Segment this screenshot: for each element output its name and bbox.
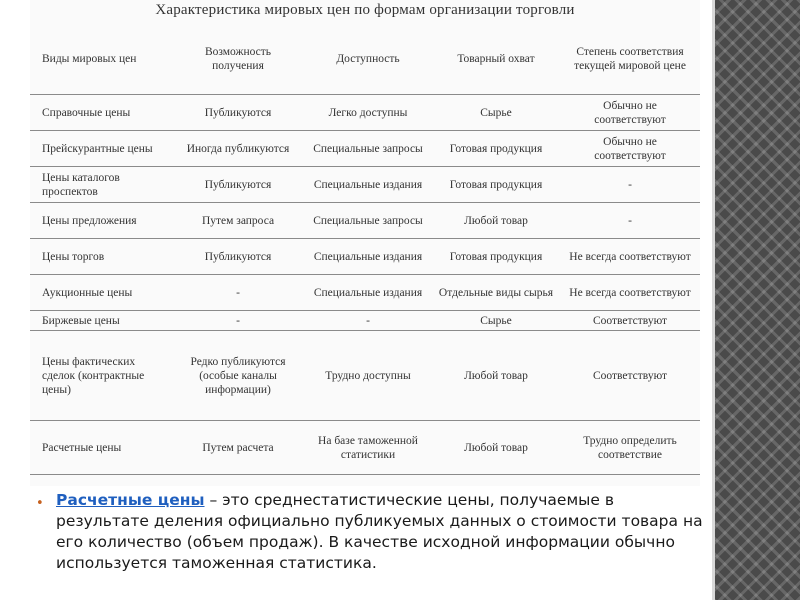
cell-accessibility: - [304, 311, 432, 331]
cell-price-type: Расчетные цены [30, 421, 172, 475]
cell-availability: Путем запроса [172, 203, 304, 239]
cell-availability: Публикуются [172, 239, 304, 275]
cell-accessibility: Специальные запросы [304, 203, 432, 239]
cell-correspondence: Трудно определить соответствие [560, 421, 700, 475]
header-price-type: Виды мировых цен [30, 24, 172, 95]
table-title: Характеристика мировых цен по формам организации торговли [155, 2, 575, 18]
cell-product-coverage: Готовая продукция [432, 131, 560, 167]
cell-availability: - [172, 275, 304, 311]
header-availability: Возможность получения [172, 24, 304, 95]
table-body [30, 95, 700, 475]
header-correspondence: Степень соответствия текущей мировой цене [560, 24, 700, 95]
bullet-marker: • [36, 496, 44, 511]
footnote-term: Расчетные цены [56, 491, 205, 509]
cell-correspondence: Соответствуют [560, 311, 700, 331]
table-row [30, 331, 700, 421]
cell-price-type: Цены каталогов проспектов [30, 167, 172, 203]
cell-product-coverage: Сырье [432, 311, 560, 331]
table-row [30, 95, 700, 131]
cell-price-type: Прейскурантные цены [30, 131, 172, 167]
header-accessibility: Доступность [304, 24, 432, 95]
cell-availability: - [172, 311, 304, 331]
cell-correspondence: - [560, 167, 700, 203]
cell-product-coverage: Любой товар [432, 203, 560, 239]
cell-price-type: Биржевые цены [30, 311, 172, 331]
price-table [30, 24, 700, 475]
cell-correspondence: Соответствуют [560, 331, 700, 421]
table-row [30, 275, 700, 311]
table-row [30, 203, 700, 239]
cell-availability: Иногда публикуются [172, 131, 304, 167]
cell-correspondence: - [560, 203, 700, 239]
cell-product-coverage: Любой товар [432, 421, 560, 475]
table-row [30, 239, 700, 275]
cell-product-coverage: Отдельные виды сырья [432, 275, 560, 311]
footnote-definition: – это среднестатистические цены, получаемые в результате деления официально публикуемых данных о стоимости товара на его количество (объем продаж). В качестве исходной информации обычно используется таможенная статистика. [56, 491, 703, 572]
table-row [30, 421, 700, 475]
cell-product-coverage: Готовая продукция [432, 239, 560, 275]
cell-price-type: Справочные цены [30, 95, 172, 131]
cell-product-coverage: Любой товар [432, 331, 560, 421]
table-row [30, 311, 700, 331]
cell-accessibility: Легко доступны [304, 95, 432, 131]
cell-accessibility: Специальные издания [304, 239, 432, 275]
cell-price-type: Цены предложения [30, 203, 172, 239]
cell-correspondence: Обычно не соответствуют [560, 95, 700, 131]
footnote-text [36, 490, 706, 574]
cell-availability: Публикуются [172, 167, 304, 203]
cell-availability: Путем расчета [172, 421, 304, 475]
cell-accessibility: Специальные издания [304, 167, 432, 203]
cell-product-coverage: Готовая продукция [432, 167, 560, 203]
table-header-row [30, 24, 700, 95]
cell-accessibility: Специальные запросы [304, 131, 432, 167]
price-table-figure [30, 0, 700, 486]
header-product-coverage: Товарный охват [432, 24, 560, 95]
cell-availability: Редко публикуются (особые каналы информации) [172, 331, 304, 421]
cell-correspondence: Не всегда соответствуют [560, 275, 700, 311]
cell-correspondence: Обычно не соответствуют [560, 131, 700, 167]
cell-accessibility: На базе таможенной статистики [304, 421, 432, 475]
cell-accessibility: Специальные издания [304, 275, 432, 311]
footnote [36, 490, 706, 574]
table-row [30, 131, 700, 167]
cell-correspondence: Не всегда соответствуют [560, 239, 700, 275]
cell-product-coverage: Сырье [432, 95, 560, 131]
decorative-stripe [712, 0, 800, 600]
table-row [30, 167, 700, 203]
cell-availability: Публикуются [172, 95, 304, 131]
cell-price-type: Цены торгов [30, 239, 172, 275]
cell-price-type: Аукционные цены [30, 275, 172, 311]
cell-accessibility: Трудно доступны [304, 331, 432, 421]
cell-price-type: Цены фактических сделок (контрактные цены) [30, 331, 172, 421]
